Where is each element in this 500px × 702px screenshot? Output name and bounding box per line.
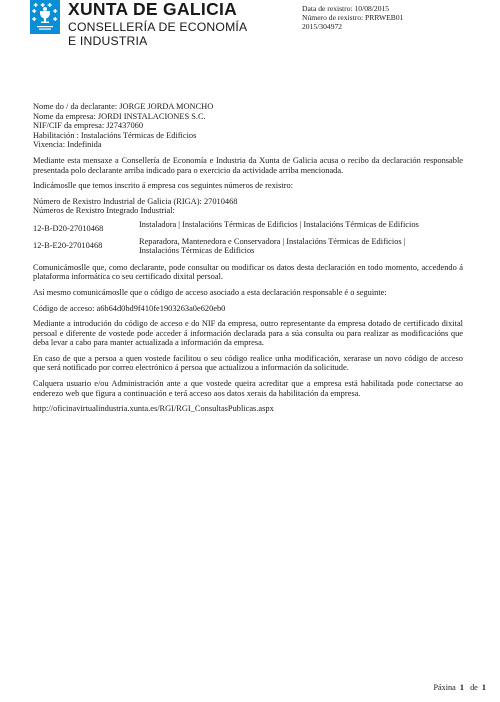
page-current: 1 [459, 683, 464, 692]
page-label: Páxina [433, 683, 456, 692]
page-total: 1 [481, 683, 486, 692]
company-name: Nome da empresa: JORDI INSTALACIONES S.C. [33, 111, 206, 121]
consult-paragraph: Comunicámoslle que, como declarante, pode consultar ou modificar os datos desta declaración en todo momento, accedendo á plataforma informática co seu certificado dixital persoal. [33, 262, 463, 282]
table-row [33, 237, 443, 259]
page-of: de [470, 683, 478, 692]
registry-table [33, 220, 443, 259]
public-query-url: http://oficinavirtualindustria.xunta.es/RGI/RGI_ConsultasPublicas.aspx [33, 404, 274, 414]
galicia-coat-of-arms-icon [30, 0, 60, 34]
inscribed-paragraph: Indicámoslle que temos inscrito á empresa cos seguintes números de rexistro: [33, 181, 294, 191]
registration-number-cont: 2015/304972 [302, 22, 343, 31]
page-number [433, 683, 486, 692]
registration-meta [302, 4, 403, 31]
table-row [33, 220, 443, 237]
document-body [33, 102, 463, 414]
intro-paragraph: Mediante esta mensaxe a Consellería de Economía e Industria da Xunta de Galicia acusa o recibo da declaración responsable presentada polo declarante arriba indicado para o exercicio da actividade arriba mencionada. [33, 155, 463, 175]
registry-description: Instaladora | Instalacións Térmicas de Edificios | Instalacións Térmicas de Edificios [139, 219, 419, 229]
registry-code: 12-B-E20-27010468 [33, 240, 103, 250]
declarant-block [33, 102, 463, 150]
registration-date: Data de rexistro: 10/08/2015 [302, 4, 390, 13]
other-representative-paragraph: Mediante a introdución do código de acceso e do NIF da empresa, outro representante da empresa dotado de certificado dixital persoal e diferente de vostede pode acceder á información declarada para a súa consulta ou para realizar as modificacións que deba levar a cabo para manter actualizada a información da empresa. [33, 319, 463, 348]
organization-block [68, 0, 247, 48]
company-nif: NIF/CIF da empresa: J27437060 [33, 121, 144, 131]
registry-code: 12-B-D20-27010468 [33, 223, 104, 233]
registry-description: Reparadora, Mantenedora e Conservadora | Instalacións Térmicas de Edificios | Instalacións Térmicas de Edificios [139, 236, 406, 256]
public-access-paragraph: Calquera usuario e/ou Administración ante a que vostede queira acreditar que a empresa está habilitada pode conectarse ao enderezo web que figura a continuación e terá acceso aos datos xerais da habilitación da empresa. [33, 379, 463, 398]
organization-name: XUNTA DE GALICIA [68, 0, 238, 19]
access-intro-paragraph: Así mesmo comunicámoslle que o código de acceso asociado a esta declaración responsable é o seguinte: [33, 287, 387, 297]
registration-number: Número de rexistro: PRRWEB01 [302, 13, 404, 22]
document-header [30, 0, 500, 58]
validity: Vixencia: Indefinida [33, 140, 102, 150]
integrated-heading: Números de Rexistro Integrado Industrial: [33, 206, 175, 216]
habilitation: Habilitación : Instalacións Térmicas de Edificios [33, 130, 197, 140]
riga-number: Número de Rexistro Industrial de Galicia (RIGA): 27010468 [33, 196, 238, 206]
declarant-name: Nome do / da declarante: JORGE JORDA MONCHO [33, 102, 214, 111]
code-change-paragraph: En caso de que a persoa a quen vostede facilitou o seu código realice unha modificación, xerarase un novo código de acceso que será notificado por correo electrónico á persoa que actualizou a información da solicitude. [33, 353, 463, 373]
access-code: Código de acceso: a6b64d0bd9f410fe1903263a0e620eb0 [33, 303, 226, 313]
department-line-2: E INDUSTRIA [68, 34, 148, 48]
department-line-1: CONSELLERÍA DE ECONOMÍA [68, 20, 248, 34]
